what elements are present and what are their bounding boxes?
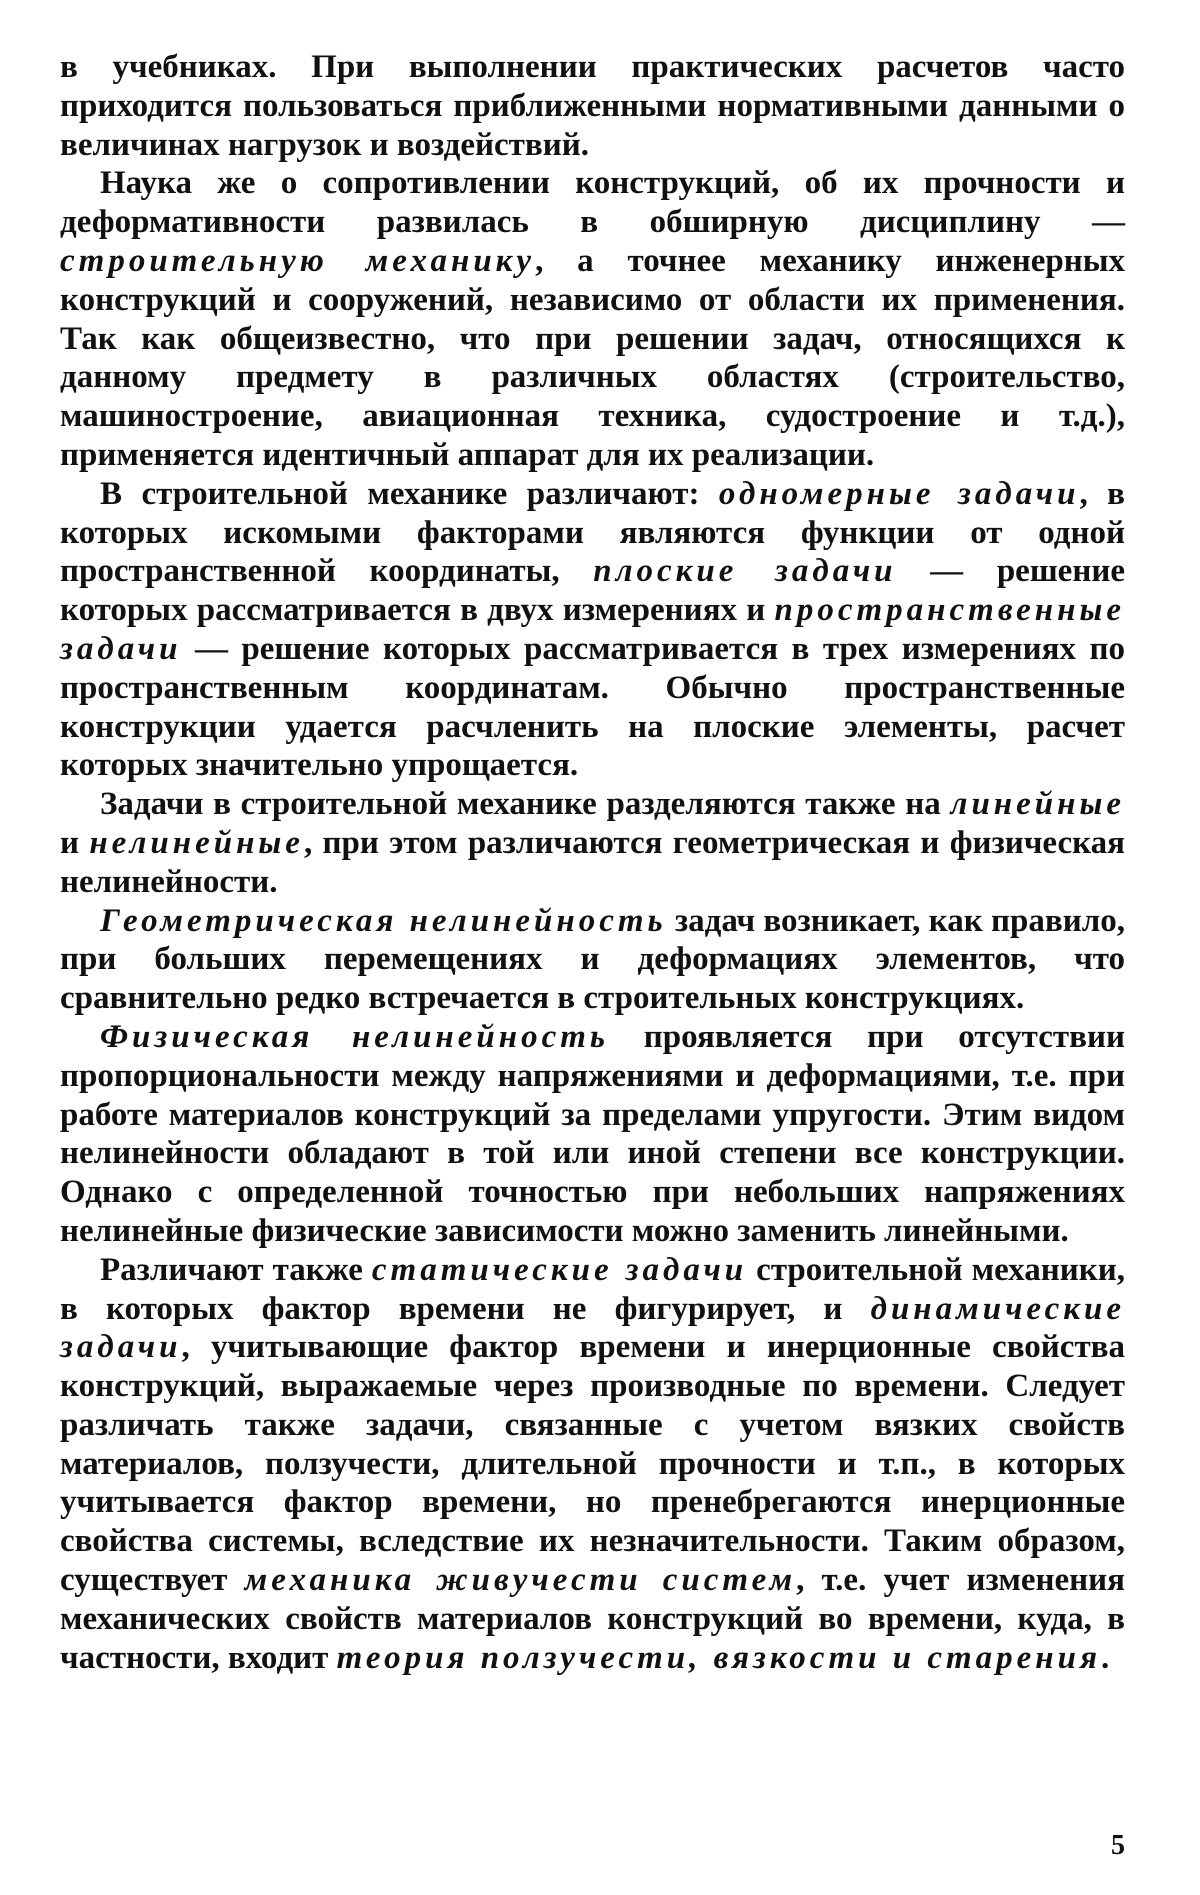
body-text <box>60 48 1125 1677</box>
text-run: Наука же о сопротивлении конструкций, об их прочности и деформативности развилась в обширную дисциплину — <box>60 165 1125 241</box>
paragraph <box>60 1251 1125 1678</box>
paragraph <box>60 902 1125 1018</box>
text-run: , в которых искомыми факторами являются функции от одной пространственной координаты, <box>60 475 1126 590</box>
paragraph <box>60 475 1125 785</box>
term: строительную механику <box>60 242 536 279</box>
term: теория ползучести, вязкости и старения <box>336 1639 1101 1676</box>
text-run: . <box>1100 1639 1110 1676</box>
term: статические задачи <box>371 1251 748 1288</box>
text-run: Задачи в строительной механике разделяются также на <box>100 786 951 823</box>
term: линейные <box>950 786 1125 823</box>
term: динамические задачи <box>60 1290 1125 1366</box>
paragraph <box>60 164 1125 474</box>
term: Физическая нелинейность <box>100 1018 609 1055</box>
term: плоские задачи <box>593 553 897 590</box>
text-run: проявляется при отсутствии пропорциональности между напряжениями и деформациями, т.е. при работе материалов конструкций за пределами упругости. Этим видом нелинейности обладают в той или иной степени все конструкции. Однако с определенной точностью при небольших напряжениях нелинейные физические зависимости можно заменить линейными. <box>60 1018 1125 1249</box>
page-number: 5 <box>1111 1830 1125 1861</box>
term: пространственные задачи <box>60 592 1125 667</box>
term: Геометрическая нелинейность <box>100 902 667 939</box>
paragraph <box>60 48 1125 164</box>
paragraph <box>60 1018 1125 1251</box>
text-run: , учитывающие фактор времени и инерционные свойства конструкций, выражаемые через производные по времени. Следует различать также задачи, связанные с учетом вязких свойств материалов, ползучести, длительной прочности и т.п., в которых учитывается фактор времени, но пренебрегаются инерционные свойства системы, вследствие их незначительности. Таким образом, существует <box>60 1329 1125 1599</box>
text-run: , а точнее механику инженерных конструкций и сооружений, независимо от области их применения. Так как общеизвестно, что при решении задач, относящихся к данному предмету в различных областях (строительство, машиностроение, авиационная техника, судостроение и т.д.), применяется идентичный аппарат для их реализации. <box>60 242 1126 473</box>
text-run: в учебниках. При выполнении практических расчетов часто приходится пользоваться приближенными нормативными данными о величинах нагрузок и воздействий. <box>60 49 1125 163</box>
text-run: — решение которых рассматривается в трех измерениях по пространственным координатам. Обычно пространственные конструкции удается расчленить на плоские элементы, расчет которых значительно упрощается. <box>60 630 1125 784</box>
term: механика живучести систем <box>244 1562 797 1599</box>
text-run: , т.е. учет изменения механических свойств материалов конструкций во времени, куда, в частности, входит <box>60 1562 1126 1676</box>
term: одномерные задачи <box>718 475 1080 512</box>
text-run: строительной механики, в которых фактор времени не фигурирует, и <box>60 1251 1126 1327</box>
text-run: и <box>60 824 90 861</box>
paragraph <box>60 785 1125 901</box>
text-run: , при этом различаются геометрическая и физическая нелинейности. <box>60 824 1126 900</box>
text-run: Различают также <box>100 1251 372 1288</box>
text-run: — решение которых рассматривается в двух измерениях и <box>60 553 1125 629</box>
term: нелинейные <box>89 824 304 861</box>
text-run: В строительной механике различают: <box>100 475 719 512</box>
text-run: задач возникает, как правило, при больших перемещениях и деформациях элементов, что сравнительно редко встречается в строительных конструкциях. <box>60 902 1125 1017</box>
